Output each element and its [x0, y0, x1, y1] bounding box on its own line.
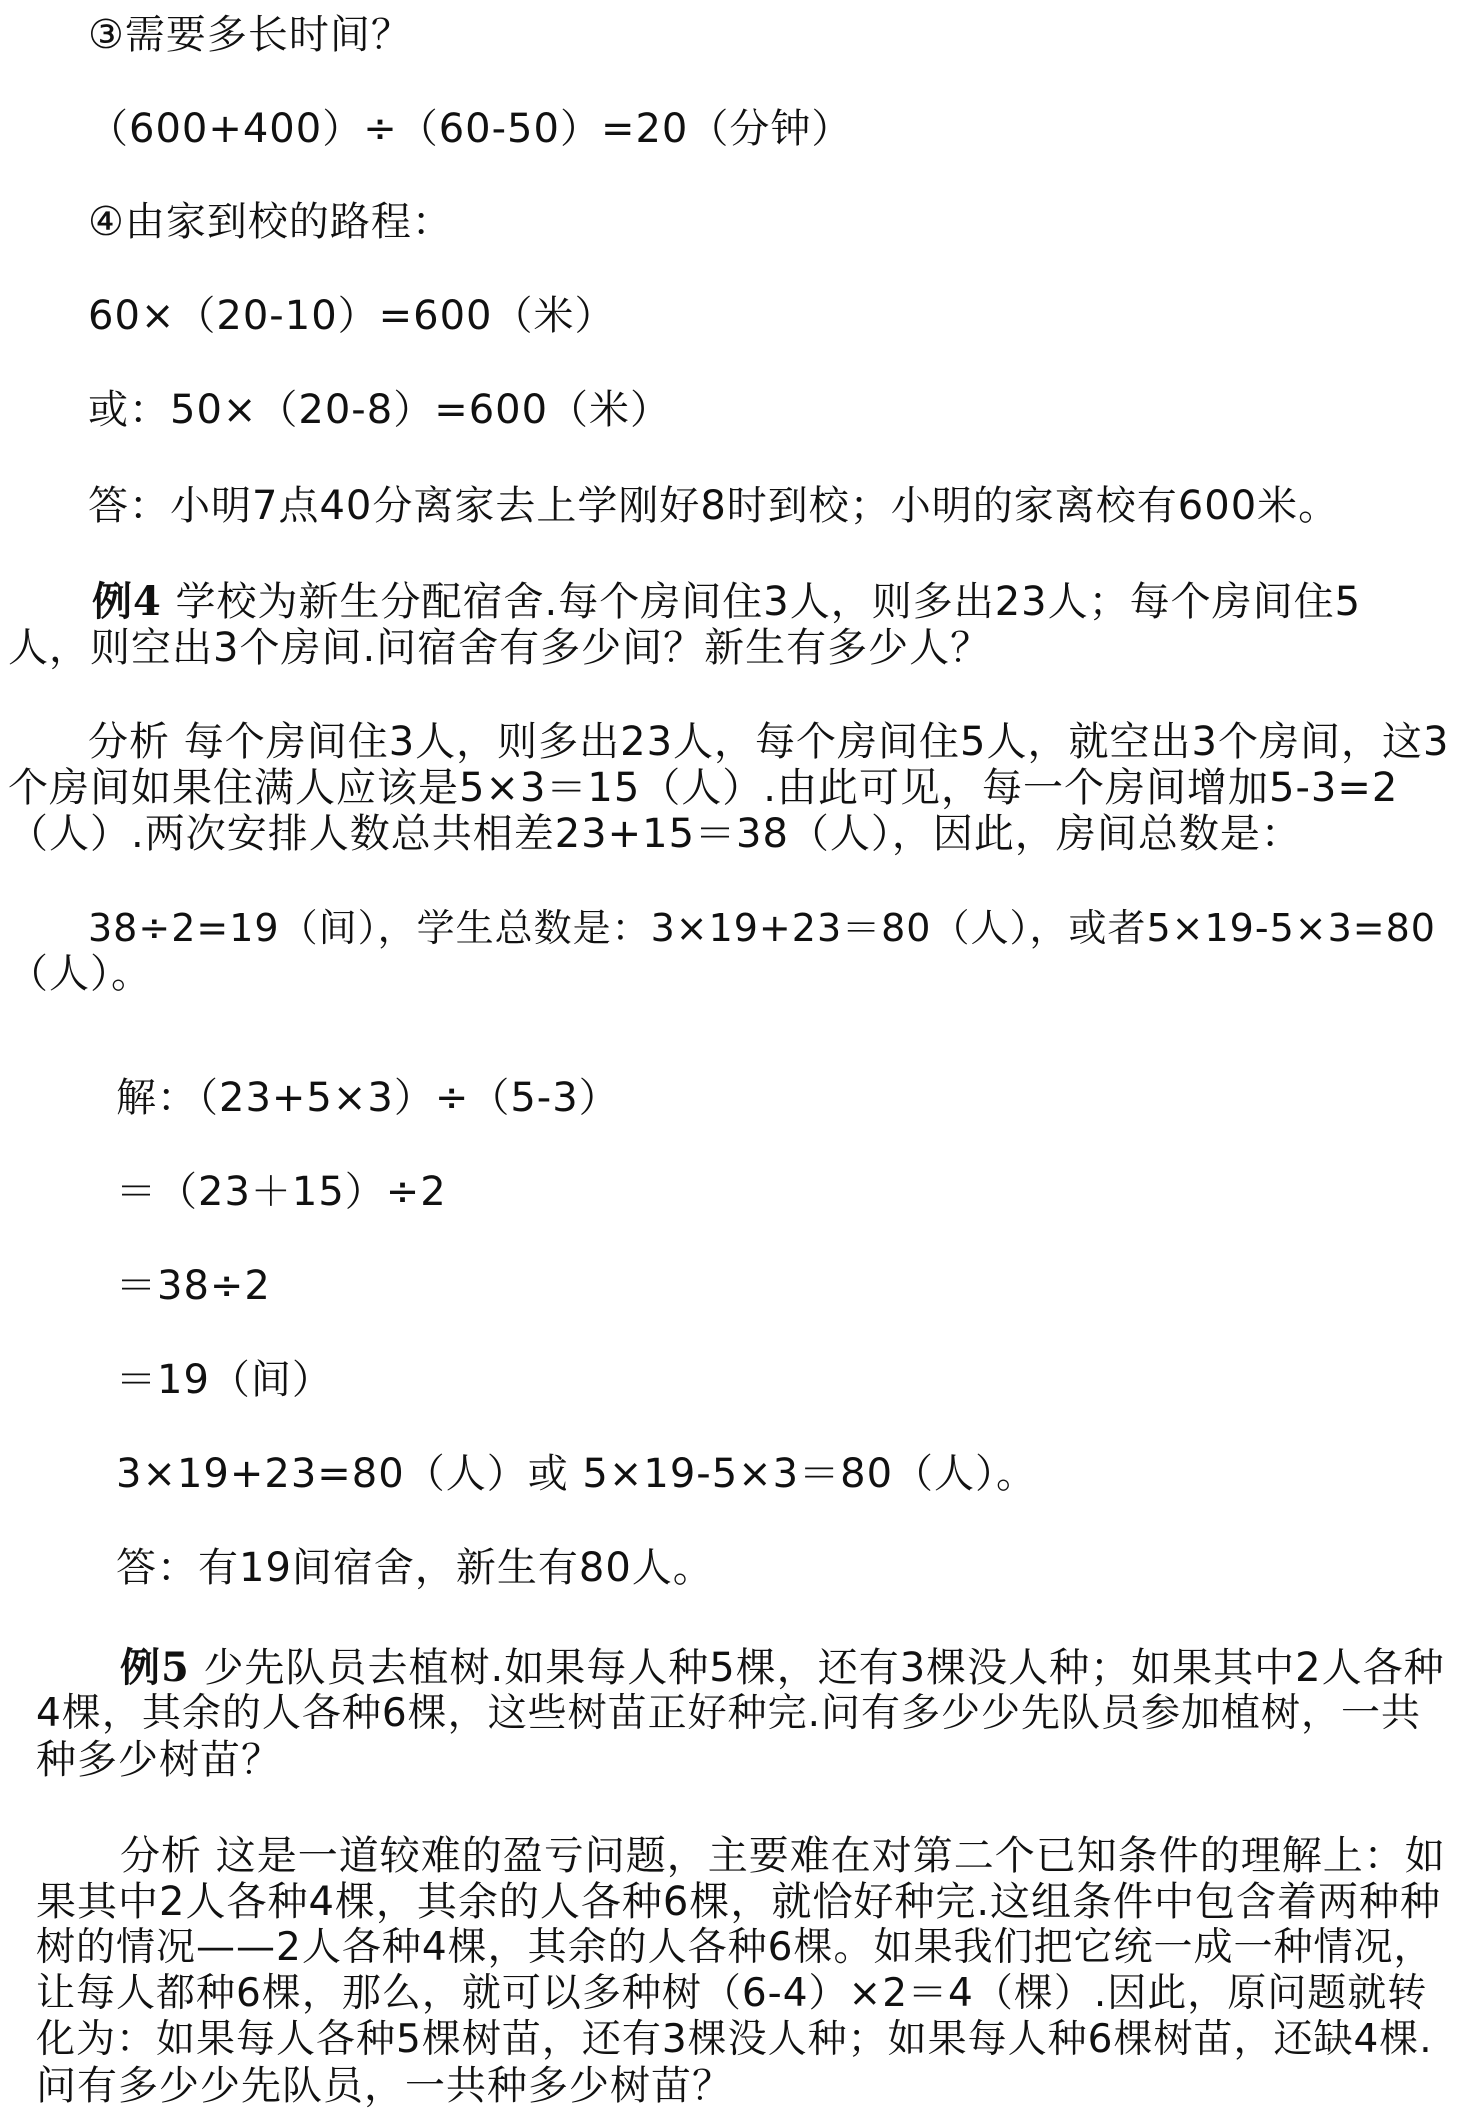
example5-problem-line-2: 4棵，其余的人各种6棵，这些树苗正好种完.问有多少少先队员参加植树，一共 — [36, 1691, 1422, 1736]
example4-analysis-line-2: 个房间如果住满人应该是5×3＝15（人）.由此可见，每一个房间增加5-3=2 — [8, 765, 1399, 811]
step4-title: ④由家到校的路程： — [88, 199, 453, 245]
example4-problem-line-2: 人，则空出3个房间.问宿舍有多少间？新生有多少人？ — [8, 625, 992, 671]
example4-analysis-line-3: （人）.两次安排人数总共相差23+15＝38（人），因此，房间总数是： — [8, 811, 1302, 857]
example5-analysis-line-4: 让每人都种6棵，那么，就可以多种树（6-4）×2＝4（棵）.因此，原问题就转 — [36, 1971, 1428, 2016]
example4-solution-line-4: ＝19（间） — [116, 1357, 333, 1403]
example4-solution-line-3: ＝38÷2 — [116, 1263, 271, 1309]
example5-analysis-line-6: 问有多少少先队员，一共种多少树苗？ — [36, 2063, 733, 2109]
example4-answer: 答：有19间宿舍，新生有80人。 — [116, 1545, 714, 1591]
example4-label: 例4 — [92, 578, 162, 625]
example5-analysis-line-5: 化为：如果每人各种5棵树苗，还有3棵没人种；如果每人种6棵树苗，还缺4棵. — [36, 2017, 1433, 2062]
example4-solution-line-2: ＝（23＋15）÷2 — [116, 1169, 447, 1215]
example4-analysis-line-5: （人）。 — [8, 951, 152, 997]
example4-solution-line-5: 3×19+23=80（人）或 5×19-5×3＝80（人）。 — [116, 1451, 1038, 1497]
example4-analysis-line-1: 分析 每个房间住3人，则多出23人，每个房间住5人，就空出3个房间，这3 — [88, 719, 1450, 765]
example5-problem-line-1 — [120, 1645, 1445, 1691]
step3-calculation: （600+400）÷（60-50）=20（分钟） — [88, 106, 853, 152]
example5-problem-text: 少先队员去植树.如果每人种5棵，还有3棵没人种；如果其中2人各种 — [189, 1645, 1445, 1691]
example5-analysis-line-3: 树的情况——2人各种4棵，其余的人各种6棵。如果我们把它统一成一种情况， — [36, 1925, 1434, 1970]
example3-answer: 答：小明7点40分离家去上学刚好8时到校；小明的家离校有600米。 — [88, 483, 1340, 529]
example4-problem-text: 学校为新生分配宿舍.每个房间住3人，则多出23人；每个房间住5 — [161, 579, 1362, 625]
example4-problem-line-1 — [92, 579, 1361, 625]
example4-solution-line-1: 解：（23+5×3）÷（5-3） — [116, 1075, 620, 1121]
step4-calculation-2: 或：50×（20-8）=600（米） — [88, 387, 672, 433]
example5-label: 例5 — [120, 1644, 190, 1691]
example5-analysis-line-2: 果其中2人各种4棵，其余的人各种6棵，就恰好种完.这组条件中包含着两种种 — [36, 1879, 1442, 1925]
step4-calculation-1: 60×（20-10）=600（米） — [88, 293, 616, 339]
example5-problem-line-3: 种多少树苗？ — [36, 1737, 282, 1783]
example4-analysis-line-4: 38÷2=19（间），学生总数是：3×19+23＝80（人），或者5×19-5×3=80 — [88, 906, 1436, 950]
step3-title: ③需要多长时间？ — [88, 12, 412, 58]
example5-analysis-line-1: 分析 这是一道较难的盈亏问题，主要难在对第二个已知条件的理解上：如 — [120, 1833, 1446, 1879]
